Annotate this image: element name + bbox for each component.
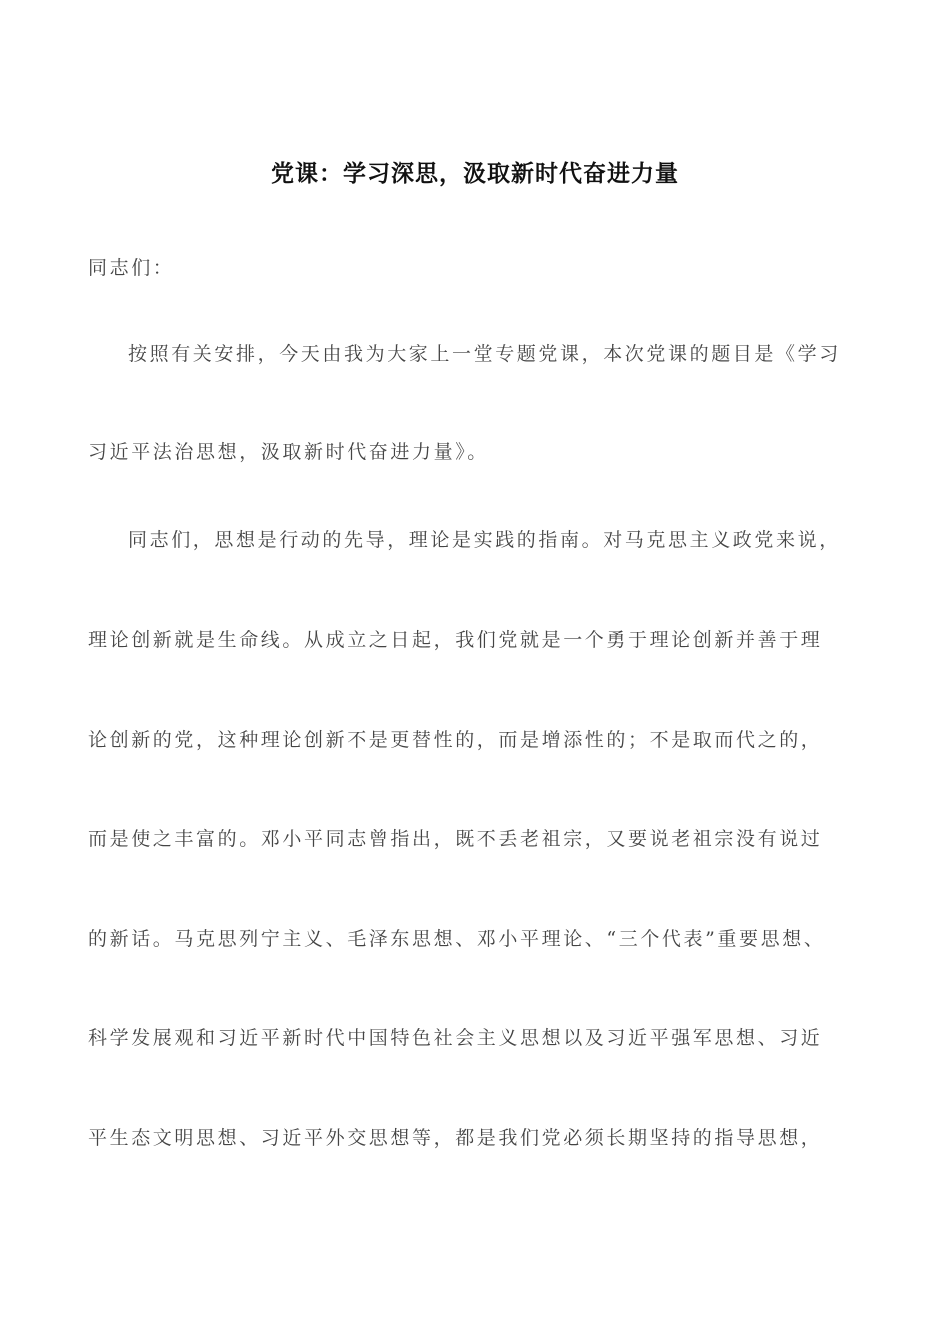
greeting: 同志们： [88,257,175,279]
paragraph-line: 论创新的党，这种理论创新不是更替性的，而是增添性的；不是取而代之的， [88,729,823,751]
paragraph-line: 习近平法治思想，汲取新时代奋进力量》。 [88,441,489,463]
paragraph-line: 同志们，思想是行动的先导，理论是实践的指南。对马克思主义政党来说， [128,529,841,551]
paragraph-line: 平生态文明思想、习近平外交思想等，都是我们党必须长期坚持的指导思想， [88,1127,823,1149]
paragraph-line: 的新话。马克思列宁主义、毛泽东思想、邓小平理论、“三个代表”重要思想、 [88,928,826,950]
paragraph-line: 而是使之丰富的。邓小平同志曾指出，既不丢老祖宗，又要说老祖宗没有说过 [88,828,823,850]
paragraph-line: 科学发展观和习近平新时代中国特色社会主义思想以及习近平强军思想、习近 [88,1027,823,1049]
document-title: 党课：学习深思，汲取新时代奋进力量 [271,160,679,187]
paragraph-line: 按照有关安排，今天由我为大家上一堂专题党课，本次党课的题目是《学习 [128,343,841,365]
paragraph-line: 理论创新就是生命线。从成立之日起，我们党就是一个勇于理论创新并善于理 [88,629,823,651]
